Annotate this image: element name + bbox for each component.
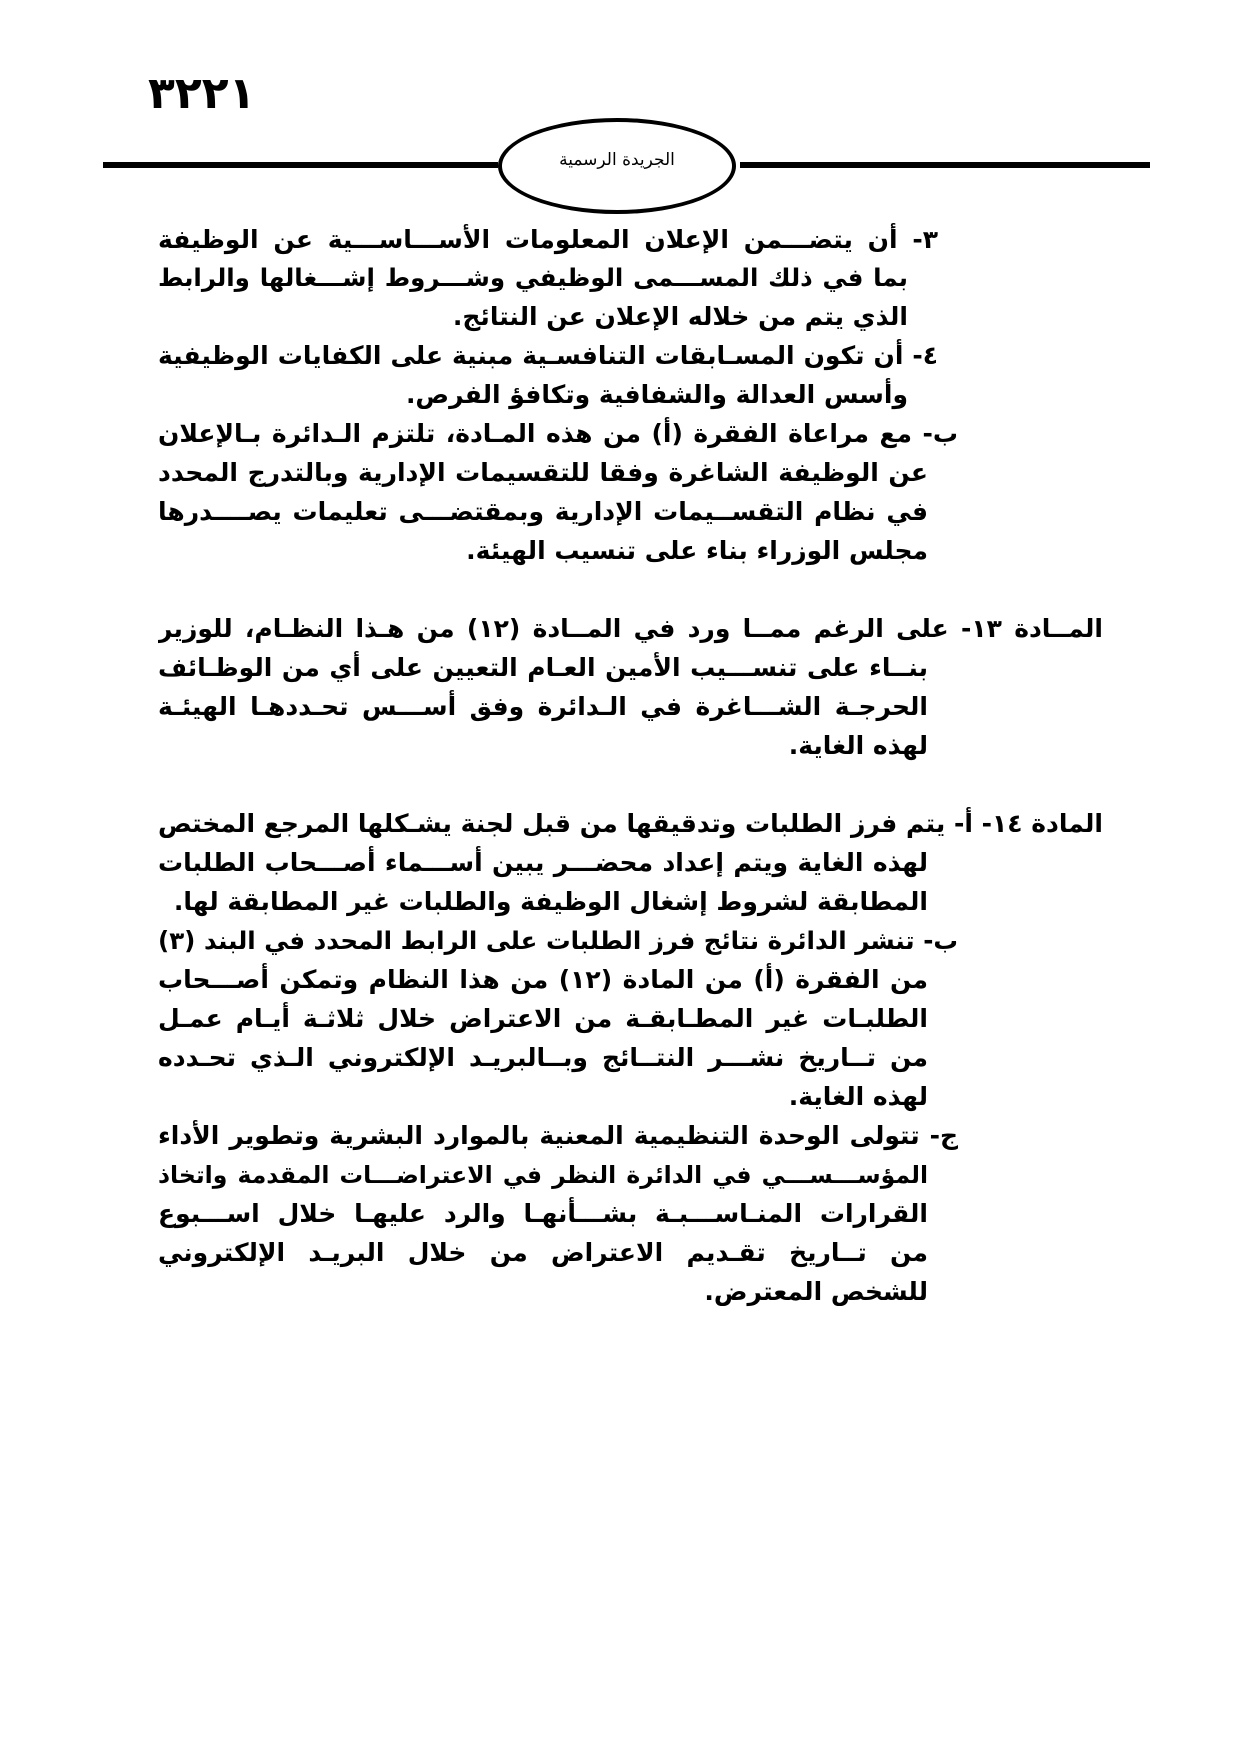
page-number: ٣٢٢١ (148, 68, 256, 119)
clause-b-line-4: مجلس الوزراء بناء على تنسيب الهيئة. (466, 536, 928, 565)
article-14-b-line-2: من الفقرة (أ) من المادة (١٢) من هذا النظام وتمكن أصـــحاب (158, 965, 928, 994)
article-13-line-4: لهذه الغاية. (788, 731, 928, 760)
item-3-line-1: ٣- أن يتضـــمن الإعلان المعلومات الأســـاســـية عن الوظيفة (158, 225, 938, 254)
article-14-c-line-1: ج- تتولى الوحدة التنظيمية المعنية بالموارد البشرية وتطوير الأداء (158, 1121, 958, 1150)
clause-b-line-2: عن الوظيفة الشاغرة وفقا للتقسيمات الإدارية وبالتدرج المحدد (158, 458, 928, 487)
article-14-b-line-5: لهذه الغاية. (788, 1082, 928, 1111)
article-13-line-1: المــادة ١٣- على الرغم ممــا ورد في المــادة (١٢) من هـذا النظـام، للوزير (158, 614, 1103, 643)
clause-b-line-1: ب- مع مراعاة الفقرة (أ) من هذه المـادة، تلتزم الـدائرة بـالإعلان (158, 419, 958, 448)
article-14-b-line-3: الطلبـات غير المطـابقـة من الاعتراض خلال ثلاثـة أيـام عمـل (158, 1004, 928, 1033)
article-14-a-line-2: لهذه الغاية ويتم إعداد محضـــر يبين أســـماء أصـــحاب الطلبات (158, 848, 928, 877)
item-4-line-1: ٤- أن تكون المسـابقات التنافسـية مبنية على الكفايات الوظيفية (158, 341, 938, 370)
clause-b-line-3: في نظام التقســيمات الإدارية وبمقتضـــى تعليمات يصــــدرها (158, 497, 928, 526)
item-3-line-2: بما في ذلك المســـمى الوظيفي وشـــروط إشـــغالها والرابط (158, 263, 908, 292)
article-14-a-line-3: المطابقة لشروط إشغال الوظيفة والطلبات غير المطابقة لها. (173, 887, 928, 916)
item-4-line-2: وأسس العدالة والشفافية وتكافؤ الفرص. (405, 380, 908, 409)
article-14-c-line-2: المؤســـســـي في الدائرة النظر في الاعتراضـــات المقدمة واتخاذ (158, 1161, 928, 1189)
article-14-b-line-4: من تــاريخ نشـــر النتــائج وبــالبريـد الإلكتروني الـذي تحـدده (158, 1043, 928, 1072)
article-13-line-2: بنــاء على تنســـيب الأمين العـام التعيين على أي من الوظـائف (158, 653, 928, 682)
publication-title: الجريدة الرسمية (559, 150, 675, 170)
item-3-line-3: الذي يتم من خلاله الإعلان عن النتائج. (452, 302, 908, 331)
article-13-line-3: الحرجـة الشـــاغرة في الـدائرة وفق أســـس تحـددهـا الهيئـة (158, 692, 928, 721)
article-14-a-line-1: المادة ١٤- أ- يتم فرز الطلبات وتدقيقها من قبل لجنة يشـكلها المرجع المختص (158, 809, 1103, 838)
article-14-b-line-1: ب- تنشر الدائرة نتائج فرز الطلبات على الرابط المحدد في البند (٣) (158, 926, 958, 955)
article-14-c-line-3: القرارات المنـاســـبـة بشـــأنهـا والرد عليهـا خلال اســـبوع (158, 1199, 928, 1228)
article-14-c-line-5: للشخص المعترض. (704, 1277, 928, 1306)
article-14-c-line-4: من تــاريخ تقـديم الاعتراض من خلال البريـد الإلكتروني (158, 1238, 928, 1267)
